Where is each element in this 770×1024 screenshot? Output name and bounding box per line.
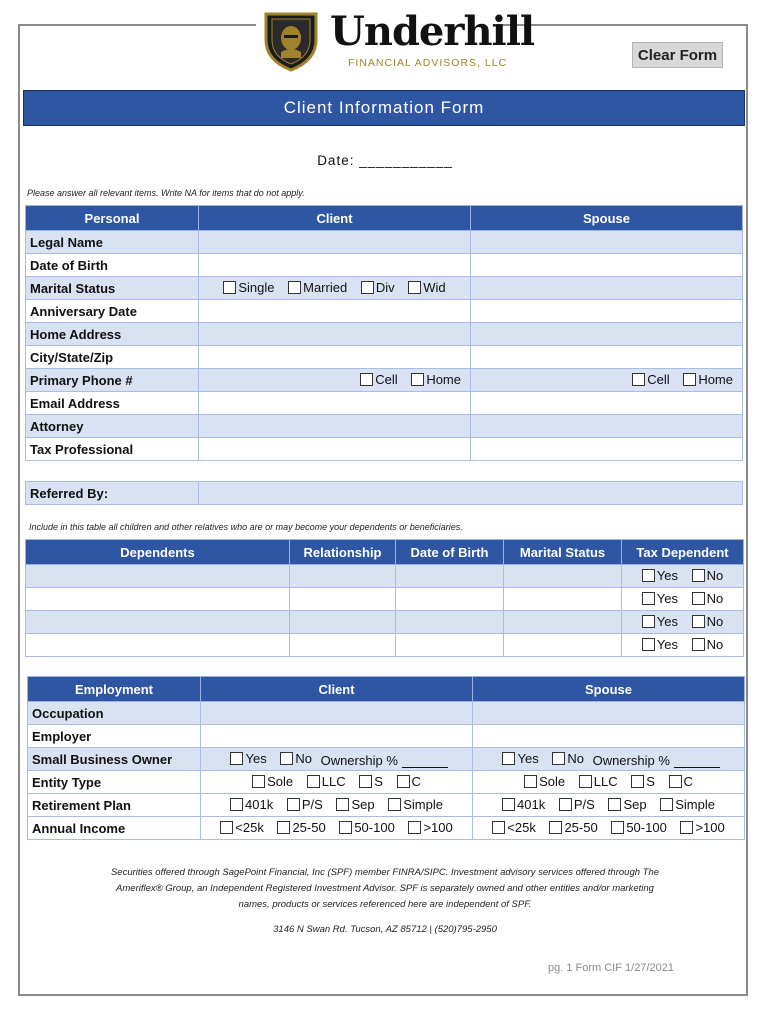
dependents-instructions: Include in this table all children and other relatives who are or may become your dependents or beneficiaries. [29, 522, 463, 532]
row-label: Entity Type [28, 771, 201, 794]
dob-header: Date of Birth [396, 540, 504, 565]
client-wid-checkbox[interactable] [408, 280, 445, 295]
checkbox-label: Sep [623, 796, 647, 812]
checkbox-label: LLC [593, 773, 618, 789]
spouse-income-gt100-checkbox[interactable] [680, 820, 724, 835]
checkbox-label: 25-50 [564, 819, 598, 835]
client-city-field[interactable] [199, 346, 471, 369]
tax-dependent-options [622, 611, 744, 634]
tax-yes-checkbox[interactable] [642, 591, 678, 606]
client-ownership-field[interactable] [402, 755, 448, 768]
checkbox-icon [680, 821, 693, 834]
checkbox-icon [642, 638, 655, 651]
clear-form-button[interactable]: Clear Form [632, 42, 723, 68]
tax-yes-checkbox[interactable] [642, 614, 678, 629]
checkbox-icon [388, 798, 401, 811]
row-label: Date of Birth [26, 254, 199, 277]
dependent-name-field[interactable] [26, 611, 290, 634]
checkbox-icon [359, 775, 372, 788]
checkbox-label: Sole [267, 773, 294, 789]
spouse-home-checkbox[interactable] [683, 372, 733, 387]
client-occupation-field[interactable] [201, 702, 473, 725]
dependent-marital-field[interactable] [504, 565, 622, 588]
spouse-ownership-field[interactable] [674, 755, 720, 768]
client-attorney-field[interactable] [199, 415, 471, 438]
client-tax-pro-field[interactable] [199, 438, 471, 461]
checkbox-label: Sole [539, 773, 566, 789]
checkbox-label: S [646, 773, 655, 789]
spouse-occupation-field[interactable] [473, 702, 745, 725]
personal-header: Personal [26, 206, 199, 231]
spouse-attorney-field[interactable] [471, 415, 743, 438]
dependent-relationship-field[interactable] [290, 611, 396, 634]
checkbox-icon [408, 281, 421, 294]
client-llc-checkbox[interactable] [307, 774, 346, 789]
checkbox-icon [502, 752, 515, 765]
client-employer-field[interactable] [201, 725, 473, 748]
checkbox-icon [502, 798, 515, 811]
checkbox-label: Yes [656, 636, 678, 652]
tax-yes-checkbox[interactable] [642, 568, 678, 583]
dependent-dob-field[interactable] [396, 565, 504, 588]
checkbox-label: Yes [656, 613, 678, 629]
row-label: Tax Professional [26, 438, 199, 461]
spouse-simple-checkbox[interactable] [660, 797, 715, 812]
client-div-checkbox[interactable] [361, 280, 395, 295]
tax-no-checkbox[interactable] [692, 591, 724, 606]
brand-name: Underhill [330, 8, 535, 55]
tax-dependent-header: Tax Dependent [622, 540, 744, 565]
client-sole-checkbox[interactable] [252, 774, 293, 789]
dependent-dob-field[interactable] [396, 588, 504, 611]
client-anniversary-field[interactable] [199, 300, 471, 323]
client-401k-checkbox[interactable] [230, 797, 273, 812]
checkbox-icon [252, 775, 265, 788]
checkbox-label: No [567, 750, 584, 766]
checkbox-icon [397, 775, 410, 788]
disclosure-line: Ameriflex® Group, an Independent Registered Investment Advisor. SPF is separately owned and other entities and/or marketing [116, 883, 654, 894]
checkbox-icon [692, 592, 705, 605]
checkbox-icon [631, 775, 644, 788]
checkbox-icon [549, 821, 562, 834]
dependent-relationship-field[interactable] [290, 634, 396, 657]
checkbox-icon [642, 569, 655, 582]
marital-status-header: Marital Status [504, 540, 622, 565]
spouse-c-checkbox[interactable] [669, 774, 693, 789]
date-field[interactable]: Date: ___________ [317, 153, 453, 168]
tax-no-checkbox[interactable] [692, 614, 724, 629]
checkbox-label: No [295, 750, 312, 766]
relationship-header: Relationship [290, 540, 396, 565]
spouse-ps-checkbox[interactable] [559, 797, 595, 812]
checkbox-label: 50-100 [354, 819, 395, 835]
checkbox-label: Yes [245, 750, 267, 766]
disclosure-line: Securities offered through SagePoint Financial, Inc (SPF) member FINRA/SIPC. Investment advisory services offered through The [110, 867, 660, 878]
checkbox-label: Cell [647, 371, 670, 387]
checkbox-label: C [683, 773, 693, 789]
office-address: 3146 N Swan Rd. Tucson, AZ 85712 | (520)795-2950 [273, 924, 497, 935]
row-label: Primary Phone # [26, 369, 199, 392]
client-single-checkbox[interactable] [223, 280, 274, 295]
client-ps-checkbox[interactable] [287, 797, 323, 812]
checkbox-icon [492, 821, 505, 834]
tax-no-checkbox[interactable] [692, 568, 724, 583]
spouse-email-field[interactable] [471, 392, 743, 415]
checkbox-label: 401k [517, 796, 546, 812]
client-simple-checkbox[interactable] [388, 797, 443, 812]
row-label: Email Address [26, 392, 199, 415]
spouse-income-25-50-checkbox[interactable] [549, 820, 597, 835]
client-home-checkbox[interactable] [411, 372, 461, 387]
checkbox-label: Yes [656, 590, 678, 606]
checkbox-label: Yes [517, 750, 539, 766]
checkbox-label: 25-50 [292, 819, 326, 835]
spouse-header: Spouse [473, 677, 745, 702]
checkbox-icon [336, 798, 349, 811]
dependent-marital-field[interactable] [504, 634, 622, 657]
spouse-401k-checkbox[interactable] [502, 797, 545, 812]
tax-yes-checkbox[interactable] [642, 637, 678, 652]
checkbox-icon [692, 569, 705, 582]
instructions-text: Please answer all relevant items. Write NA for items that do not apply. [27, 188, 305, 198]
checkbox-icon [552, 752, 565, 765]
checkbox-icon [642, 592, 655, 605]
checkbox-label: >100 [695, 819, 725, 835]
checkbox-icon [660, 798, 673, 811]
tax-dependent-options [622, 565, 744, 588]
spouse-anniversary-field[interactable] [471, 300, 743, 323]
spouse-employer-field[interactable] [473, 725, 745, 748]
client-header: Client [201, 677, 473, 702]
checkbox-icon [579, 775, 592, 788]
row-label: Anniversary Date [26, 300, 199, 323]
client-address-field[interactable] [199, 323, 471, 346]
client-income-lt25k-checkbox[interactable] [220, 820, 264, 835]
checkbox-label: 50-100 [626, 819, 667, 835]
spouse-tax-pro-field[interactable] [471, 438, 743, 461]
referred-by-field[interactable] [199, 482, 743, 505]
checkbox-label: P/S [301, 796, 323, 812]
spouse-header: Spouse [471, 206, 743, 231]
row-label: Small Business Owner [28, 748, 201, 771]
checkbox-icon [683, 373, 696, 386]
spouse-income-options [473, 817, 745, 840]
checkbox-label: <25k [235, 819, 264, 835]
dependent-relationship-field[interactable] [290, 588, 396, 611]
spouse-income-50-100-checkbox[interactable] [611, 820, 666, 835]
checkbox-icon [692, 615, 705, 628]
client-income-gt100-checkbox[interactable] [408, 820, 452, 835]
client-owner-no-checkbox[interactable] [280, 751, 312, 766]
spouse-income-lt25k-checkbox[interactable] [492, 820, 536, 835]
checkbox-label: No [706, 590, 724, 606]
checkbox-icon [287, 798, 300, 811]
checkbox-label: >100 [423, 819, 453, 835]
client-email-field[interactable] [199, 392, 471, 415]
spouse-retirement-options [473, 794, 745, 817]
row-label: Employer [28, 725, 201, 748]
row-label: Legal Name [26, 231, 199, 254]
checkbox-icon [360, 373, 373, 386]
form-title: Client Information Form [23, 90, 745, 126]
dependent-marital-field[interactable] [504, 611, 622, 634]
client-income-options [201, 817, 473, 840]
client-retirement-options [201, 794, 473, 817]
client-header: Client [199, 206, 471, 231]
spouse-owner-yes-checkbox[interactable] [502, 751, 538, 766]
checkbox-icon [669, 775, 682, 788]
checkbox-label: LLC [321, 773, 346, 789]
checkbox-label: Div [375, 279, 395, 295]
checkbox-icon [339, 821, 352, 834]
checkbox-icon [611, 821, 624, 834]
client-sep-checkbox[interactable] [336, 797, 374, 812]
row-label: Annual Income [28, 817, 201, 840]
client-c-checkbox[interactable] [397, 774, 421, 789]
checkbox-icon [361, 281, 374, 294]
row-label: City/State/Zip [26, 346, 199, 369]
checkbox-icon [220, 821, 233, 834]
dependents-header: Dependents [26, 540, 290, 565]
client-income-25-50-checkbox[interactable] [277, 820, 325, 835]
checkbox-icon [307, 775, 320, 788]
row-label: Marital Status [26, 277, 199, 300]
checkbox-icon [408, 821, 421, 834]
referred-by-label: Referred By: [26, 482, 199, 505]
ownership-label: Ownership % [320, 752, 398, 768]
checkbox-icon [642, 615, 655, 628]
checkbox-icon [692, 638, 705, 651]
checkbox-label: Simple [675, 796, 715, 812]
spouse-entity-options [473, 771, 745, 794]
dependent-name-field[interactable] [26, 565, 290, 588]
checkbox-label: Sep [351, 796, 375, 812]
checkbox-label: 401k [245, 796, 274, 812]
spouse-s-checkbox[interactable] [631, 774, 655, 789]
client-marital-options [199, 277, 471, 300]
checkbox-label: Married [303, 279, 348, 295]
checkbox-label: Single [238, 279, 275, 295]
checkbox-label: No [706, 636, 724, 652]
client-legal-name-field[interactable] [199, 231, 471, 254]
checkbox-icon [280, 752, 293, 765]
dependent-dob-field[interactable] [396, 611, 504, 634]
client-cell-checkbox[interactable] [360, 372, 397, 387]
shield-logo-icon [262, 10, 320, 72]
checkbox-label: P/S [573, 796, 595, 812]
checkbox-icon [230, 752, 243, 765]
dependent-dob-field[interactable] [396, 634, 504, 657]
checkbox-label: Wid [423, 279, 446, 295]
row-label: Occupation [28, 702, 201, 725]
checkbox-icon [223, 281, 236, 294]
spouse-address-field[interactable] [471, 323, 743, 346]
checkbox-icon [411, 373, 424, 386]
brand-subtitle: FINANCIAL ADVISORS, LLC [348, 57, 508, 69]
client-married-checkbox[interactable] [288, 280, 347, 295]
spouse-legal-name-field[interactable] [471, 231, 743, 254]
checkbox-label: Cell [375, 371, 398, 387]
ownership-label: Ownership % [592, 752, 670, 768]
spouse-llc-checkbox[interactable] [579, 774, 618, 789]
checkbox-label: Home [698, 371, 733, 387]
spouse-owner-no-checkbox[interactable] [552, 751, 584, 766]
spouse-marital-field[interactable] [471, 277, 743, 300]
spouse-phone-field[interactable] [471, 369, 743, 392]
form-border [18, 24, 748, 996]
personal-table [25, 205, 743, 461]
dependent-name-field[interactable] [26, 634, 290, 657]
client-phone-field[interactable] [199, 369, 471, 392]
checkbox-icon [230, 798, 243, 811]
client-entity-options [201, 771, 473, 794]
client-owner-yes-checkbox[interactable] [230, 751, 266, 766]
client-income-50-100-checkbox[interactable] [339, 820, 394, 835]
dependent-marital-field[interactable] [504, 588, 622, 611]
row-label: Retirement Plan [28, 794, 201, 817]
checkbox-icon [632, 373, 645, 386]
dependents-table [25, 539, 744, 657]
client-s-checkbox[interactable] [359, 774, 383, 789]
spouse-cell-checkbox[interactable] [632, 372, 669, 387]
checkbox-label: <25k [507, 819, 536, 835]
spouse-business-owner-options [473, 748, 745, 771]
checkbox-icon [277, 821, 290, 834]
checkbox-label: Home [426, 371, 461, 387]
checkbox-label: No [706, 613, 724, 629]
checkbox-label: Simple [403, 796, 443, 812]
employment-table [27, 676, 745, 840]
checkbox-icon [608, 798, 621, 811]
checkbox-label: No [706, 567, 724, 583]
spouse-sole-checkbox[interactable] [524, 774, 565, 789]
disclosure-line: names, products or services referenced here are independent of SPF. [238, 899, 532, 910]
client-dob-field[interactable] [199, 254, 471, 277]
spouse-sep-checkbox[interactable] [608, 797, 646, 812]
checkbox-label: Yes [656, 567, 678, 583]
checkbox-label: S [374, 773, 383, 789]
page-info: pg. 1 Form CIF 1/27/2021 [548, 962, 674, 974]
employment-header: Employment [28, 677, 201, 702]
checkbox-icon [559, 798, 572, 811]
tax-dependent-options [622, 634, 744, 657]
client-business-owner-options [201, 748, 473, 771]
row-label: Attorney [26, 415, 199, 438]
checkbox-label: C [411, 773, 421, 789]
checkbox-icon [288, 281, 301, 294]
referred-table [25, 481, 743, 505]
tax-dependent-options [622, 588, 744, 611]
dependent-name-field[interactable] [26, 588, 290, 611]
checkbox-icon [524, 775, 537, 788]
tax-no-checkbox[interactable] [692, 637, 724, 652]
row-label: Home Address [26, 323, 199, 346]
spouse-dob-field[interactable] [471, 254, 743, 277]
dependent-relationship-field[interactable] [290, 565, 396, 588]
spouse-city-field[interactable] [471, 346, 743, 369]
